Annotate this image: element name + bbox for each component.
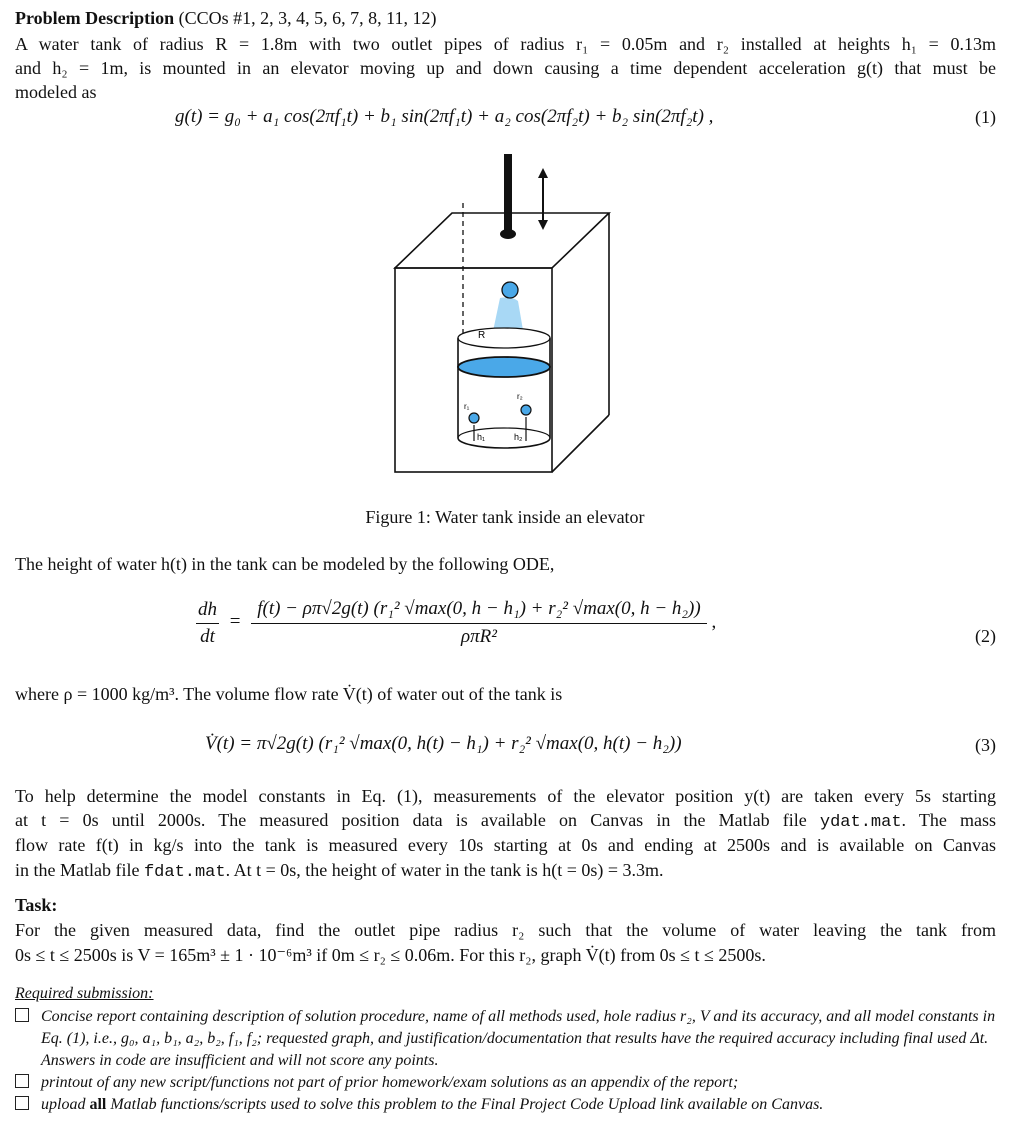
equation-2: $\frac{dh}{dt}$ = $\frac{\text{f(t) − ρπ√2g(t) (r₁² √max(0, h − h₁) + r₂² √max(0, h − h₂))}}{\text{ρπR²}}$ , [198,598,717,647]
measure-line-4: in the Matlab file fdat.mat. At t = 0s, the height of water in the tank is h(t = 0s) = 3.3m. [15,860,664,882]
intro-line-2: and h₂ = 1m, is mounted in an elevator moving up and down causing a time dependent acceleration g(t) that must be [15,58,996,78]
ode-intro: The height of water h(t) in the tank can be modeled by the following ODE, [15,554,555,574]
measure-line-2: at t = 0s until 2000s. The measured position data is available on Canvas in the Matlab file ydat.mat. The mass [15,810,996,832]
equation-1-number: (1) [975,107,996,127]
submission-item-2: printout of any new script/functions not part of prior homework/exam solutions as an appendix of the report; [15,1072,997,1094]
label-R: R [478,330,486,341]
measure-line-1: To help determine the model constants in Eq. (1), measurements of the elevator position y(t) are taken every 5s starting [15,786,996,806]
elevator-rod [504,154,512,232]
label-h1: h₁ [477,432,486,442]
label-r1: r₁ [464,402,470,411]
rod-end [500,229,516,239]
submission-heading: Required submission: [15,985,154,1002]
task-line-1: For the given measured data, find the outlet pipe radius r₂ such that the volume of water leaving the tank from [15,920,996,940]
equation-3-number: (3) [975,735,996,755]
measure-line-3: flow rate f(t) in kg/s into the tank is measured every 10s starting at 0s and ending at 2500s and is available on Canvas [15,835,996,855]
equation-1: g(t) = g₀ + a₁ cos(2πf₁t) + b₁ sin(2πf₁t) + a₂ cos(2πf₂t) + b₂ sin(2πf₂t) , [175,106,714,127]
water-drop [502,282,518,298]
where-line: where ρ = 1000 kg/m³. The volume flow rate V̇(t) of water out of the tank is [15,684,563,704]
submission-item-1: Concise report containing description of solution procedure, name of all methods used, hole radius r₂, V and its accuracy, and all model constants in Eq. (1), i.e., g₀, a₁, b₁, a₂, b₂, f₁, f₂; requested graph, and justification/documentation that results have the required accuracy including final used Δt. Answers in code are insufficient and will not score any points. [15,1006,997,1072]
submission-list [15,1006,997,1116]
checkbox-icon [15,1096,29,1110]
eq2-lhs: $\frac{dh}{dt}$ [198,598,217,647]
intro-line-3: modeled as [15,82,97,102]
figure-caption: Figure 1: Water tank inside an elevator [365,507,645,527]
intro-line-1: A water tank of radius R = 1.8m with two outlet pipes of radius r₁ = 0.05m and r₂ installed at heights h₁ = 0.13m [15,34,996,54]
label-r2: r₂ [517,392,523,401]
task-line-2: 0s ≤ t ≤ 2500s is V = 165m³ ± 1 · 10⁻⁶m³ if 0m ≤ r₂ ≤ 0.06m. For this r₂, graph V̇(t) from 0s ≤ t ≤ 2500s. [15,945,766,965]
equation-2-number: (2) [975,626,996,646]
water-tank [458,328,550,448]
label-h2: h₂ [514,432,523,442]
ccos-list: (CCOs #1, 2, 3, 4, 5, 6, 7, 8, 11, 12) [178,8,437,28]
up-down-arrow-icon [538,168,548,230]
equation-3: V̇(t) = π√2g(t) (r₁² √max(0, h(t) − h₁) + r₂² √max(0, h(t) − h₂)) [205,733,682,754]
header [15,7,437,29]
checkbox-icon [15,1008,29,1022]
file-fdat: fdat.mat [143,863,226,882]
task-heading: Task: [15,895,58,915]
outlet-r1-icon [469,413,479,423]
submission-item-3: upload all Matlab functions/scripts used to solve this problem to the Final Project Code Upload link available on Canvas. [15,1094,997,1116]
eq2-rhs: $\frac{\text{f(t) − ρπ√2g(t) (r₁² √max(0, h − h₁) + r₂² √max(0, h − h₂))}}{\text{ρπR²}}$ [251,598,706,648]
elevator-tank-figure [380,148,630,483]
file-ydat: ydat.mat [819,813,902,832]
checkbox-icon [15,1074,29,1088]
outlet-r2-icon [521,405,531,415]
problem-title: Problem Description [15,8,175,28]
